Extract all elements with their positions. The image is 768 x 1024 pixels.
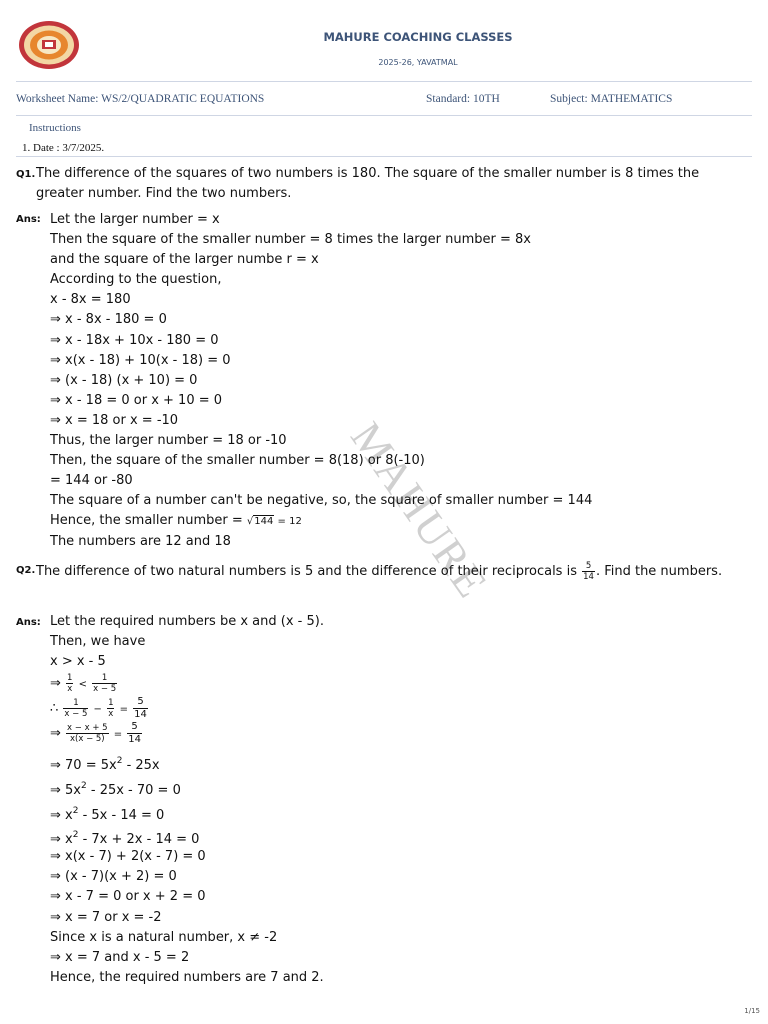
denominator: x − 5 [64, 709, 88, 720]
fraction [107, 698, 114, 719]
answer-text: ⇒ x [50, 832, 73, 848]
fraction [63, 698, 88, 719]
subject: Subject: MATHEMATICS [550, 93, 673, 105]
answer-line: = 144 or -80 [50, 473, 133, 489]
answer-line [50, 511, 592, 531]
numerator: 1 [108, 698, 114, 709]
org-subtitle: 2025-26, YAVATMAL [378, 58, 458, 67]
answer-label: Ans: [16, 214, 41, 225]
answer-line [50, 720, 324, 748]
numerator: 1 [63, 698, 88, 709]
answer-body [50, 210, 592, 552]
answer-line: Let the larger number = x [50, 212, 220, 227]
answer-line: ⇒ x = 7 or x = -2 [50, 909, 162, 925]
answer-line: ⇒ (x - 7)(x + 2) = 0 [50, 869, 177, 885]
org-logo [18, 20, 80, 68]
numerator: 5 [127, 721, 142, 734]
numerator: x − x + 5 [67, 723, 108, 734]
fraction [133, 696, 148, 721]
answer-label: Ans: [16, 617, 41, 628]
implies-symbol: ⇒ [50, 676, 61, 692]
answer-line: The numbers are 12 and 18 [50, 533, 231, 549]
divider [16, 156, 752, 157]
page-number: 1/15 [744, 1007, 760, 1015]
divider [16, 115, 752, 116]
answer-line: x - 8x = 180 [50, 292, 131, 308]
question-text: The difference of the squares of two numbers is 180. The square of the smaller number is 8 times the greater number. Find the two numbers. [36, 166, 700, 201]
denominator: x − 5 [93, 684, 117, 695]
answer-line [50, 799, 324, 824]
answer-line: ⇒ x(x - 7) + 2(x - 7) = 0 [50, 849, 206, 865]
fraction [582, 561, 595, 582]
question-text [36, 560, 736, 584]
answer-line [50, 774, 324, 799]
fraction [92, 673, 117, 694]
answer-line: The square of a number can't be negative, so, the square of smaller number = 144 [50, 493, 593, 509]
answer-line: Then, we have [50, 634, 146, 650]
answer-line [50, 748, 324, 774]
answer-text: = 12 [274, 516, 302, 528]
answer-text: - 7x + 2x - 14 = 0 [78, 832, 200, 848]
answer-text: ⇒ x [50, 808, 73, 824]
denominator: 14 [134, 709, 147, 721]
question-text-part: . Find the numbers. [595, 564, 723, 579]
exponent: 2 [81, 781, 87, 792]
answer-body [50, 612, 324, 988]
instructions-title: Instructions [29, 122, 81, 134]
answer-text: Hence, the smaller number = [50, 513, 247, 529]
answer-text: - 5x - 14 = 0 [78, 808, 165, 824]
answer-line: Then, the square of the smaller number = 8(18) or 8(-10) [50, 453, 425, 469]
fraction [127, 721, 142, 746]
question-label: Q2. [16, 565, 36, 576]
question-text-part: The difference of two natural numbers is 5 and the difference of their reciprocals is [36, 564, 582, 579]
answer-text: - 25x [122, 758, 160, 774]
implies-symbol: ⇒ [50, 726, 61, 742]
exponent: 2 [72, 830, 79, 841]
numerator: 1 [67, 673, 73, 684]
answer-line: and the square of the larger numbe r = x [50, 252, 319, 268]
denominator: x [67, 684, 73, 695]
fraction [66, 723, 109, 744]
operator: < [78, 679, 87, 691]
answer-line: ⇒ (x - 18) (x + 10) = 0 [50, 372, 198, 388]
answer-line: ⇒ x = 18 or x = -10 [50, 412, 179, 428]
answer-text: ⇒ 5x [50, 783, 81, 799]
exponent: 2 [72, 806, 79, 817]
answer-line: Let the required numbers be x and (x - 5). [50, 614, 324, 629]
denominator: 14 [128, 734, 141, 746]
numerator: 5 [133, 696, 148, 709]
answer-line: Then the square of the smaller number = 8 times the larger number = 8x [50, 232, 531, 248]
instruction-item: 1. Date : 3/7/2025. [22, 142, 105, 154]
answer-line [50, 672, 324, 696]
answer-line: ⇒ x - 7 = 0 or x + 2 = 0 [50, 889, 206, 905]
answer-line [50, 824, 324, 847]
denominator: 14 [583, 572, 594, 582]
operator: = [113, 729, 123, 741]
numerator: 1 [92, 673, 117, 684]
answer-line: According to the question, [50, 272, 222, 288]
answer-line [50, 696, 324, 720]
therefore-symbol: ∴ [50, 701, 59, 717]
numerator: 5 [582, 561, 595, 572]
sqrt-expression: √144 [246, 516, 274, 528]
answer-line: ⇒ x - 8x - 180 = 0 [50, 312, 167, 328]
operator: = [119, 704, 129, 716]
watermark: MAHURE [341, 413, 498, 608]
denominator: x [108, 709, 114, 720]
question-label: Q1. [16, 169, 36, 180]
answer-line: ⇒ x - 18 = 0 or x + 10 = 0 [50, 392, 223, 408]
answer-line: x > x - 5 [50, 654, 106, 670]
fraction [66, 673, 73, 694]
answer-line: ⇒ x(x - 18) + 10(x - 18) = 0 [50, 352, 231, 368]
answer-text: - 25x - 70 = 0 [86, 783, 181, 799]
org-name: MAHURE COACHING CLASSES [323, 30, 513, 44]
answer-line: Thus, the larger number = 18 or -10 [50, 433, 287, 449]
worksheet-name: Worksheet Name: WS/2/QUADRATIC EQUATIONS [16, 93, 265, 105]
radicand: 144 [254, 516, 274, 528]
denominator: x(x − 5) [69, 734, 105, 745]
answer-text: ⇒ 70 = 5x [50, 758, 117, 774]
answer-line: ⇒ x = 7 and x - 5 = 2 [50, 949, 190, 965]
answer-line: ⇒ x - 18x + 10x - 180 = 0 [50, 332, 219, 348]
answer-line: Hence, the required numbers are 7 and 2. [50, 969, 324, 985]
divider [16, 81, 752, 82]
operator: − [93, 704, 102, 716]
standard: Standard: 10TH [426, 93, 500, 105]
answer-line: Since x is a natural number, x ≠ -2 [50, 929, 278, 945]
exponent: 2 [116, 756, 123, 767]
